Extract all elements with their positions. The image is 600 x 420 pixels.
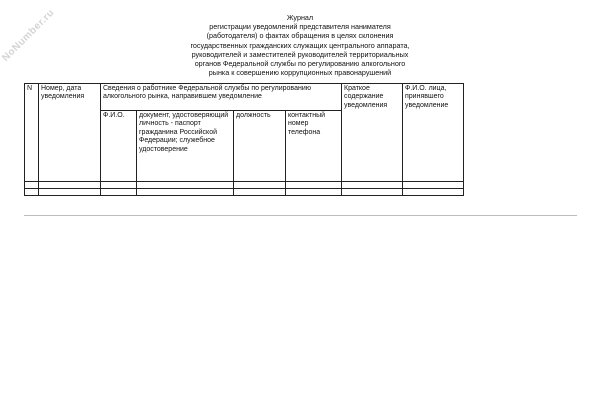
title-line: руководителей и заместителей руководителей территориальных [191,49,409,59]
table-cell [25,189,39,196]
table-cell [101,182,137,189]
title-line: рынка к совершению коррупционных правонарушений [208,68,392,78]
header-cell-receiver: Ф.И.О. лица, принявшего уведомление [403,84,464,182]
table-cell [234,189,286,196]
table-cell [39,189,101,196]
journal-title [150,13,450,77]
title-line: государственных гражданских служащих центрального аппарата, [190,40,410,50]
table-cell [286,182,342,189]
header-cell-employee-info: Сведения о работнике Федеральной службы по регулированию алкогольного рынка, направившем уведомление [101,84,342,111]
watermark: NoNumber.ru [0,7,57,64]
header-cell-number: N [25,84,39,182]
table-cell [25,182,39,189]
journal-table [24,83,464,196]
title-line: регистрации уведомлений представителя нанимателя [209,22,391,32]
table-cell [137,189,234,196]
table-cell [403,189,464,196]
table-cell [342,189,403,196]
subheader-cell-document: документ, удостоверяющий личность - паспорт гражданина Российской Федерации; служебное удостоверение [137,111,234,182]
title-line: (работодателя) о фактах обращения в целях склонения [206,31,394,41]
table-cell [101,189,137,196]
table-cell [403,182,464,189]
subheader-cell-position: должность [234,111,286,182]
title-line: органов Федеральной службы по регулированию алкогольного [194,59,406,69]
header-cell-summary: Краткое содержание уведомления [342,84,403,182]
subheader-cell-phone: контактный номер телефона [286,111,342,182]
table-row [25,189,464,196]
header-row [25,84,464,111]
table-cell [39,182,101,189]
header-cell-date: Номер, дата уведомления [39,84,101,182]
table-row [25,182,464,189]
table-cell [286,189,342,196]
table-cell [137,182,234,189]
page-separator [24,215,577,216]
title-line: Журнал [286,13,314,22]
table-cell [234,182,286,189]
subheader-cell-fio: Ф.И.О. [101,111,137,182]
table-cell [342,182,403,189]
